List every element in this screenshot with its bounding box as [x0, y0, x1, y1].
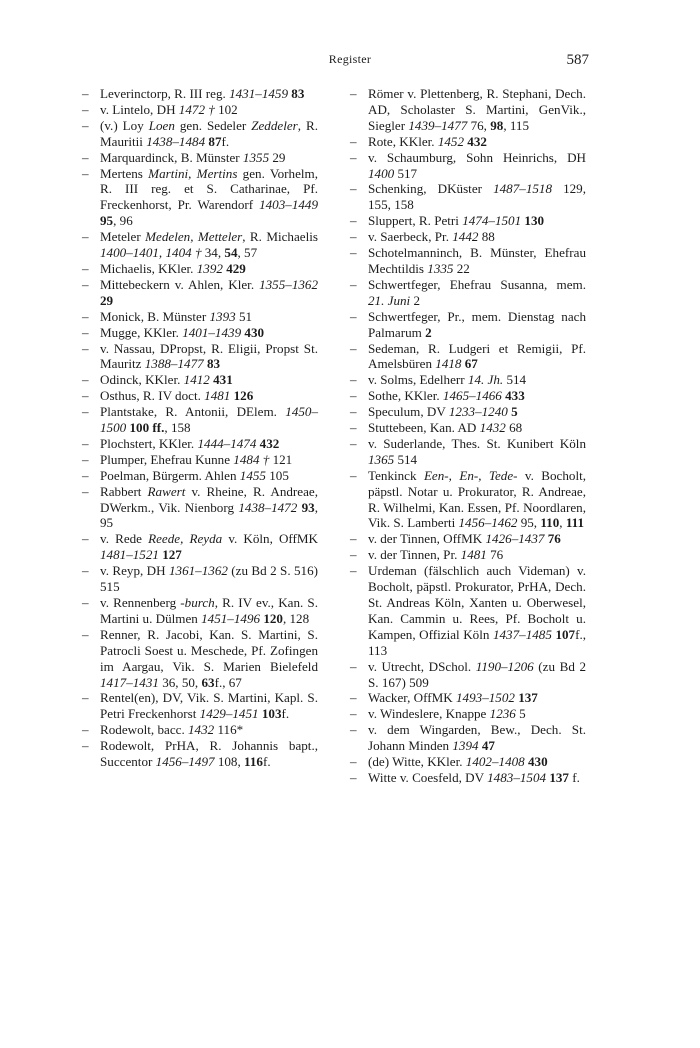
- register-entry: [350, 134, 586, 150]
- entry-text: Rodewolt, bacc. 1432 116*: [100, 722, 244, 738]
- entry-text: Wacker, OffMK 1493–1502 137: [368, 690, 538, 706]
- register-entry: [350, 754, 586, 770]
- entry-text: Rabbert Rawert v. Rheine, R. Andreae, DWerkm., Vik. Nienborg 1438–1472 93, 95: [100, 483, 318, 531]
- entry-dash: –: [350, 769, 357, 785]
- register-entry: [350, 277, 586, 309]
- entry-dash: –: [82, 435, 89, 451]
- entry-text: Leverinctorp, R. III reg. 1431–1459 83: [100, 86, 305, 101]
- entry-dash: –: [350, 308, 357, 324]
- entry-dash: –: [82, 101, 89, 117]
- entry-text: Urdeman (fälschlich auch Videman) v. Bocholt, päpstl. Prokurator, PrHA, Dech. St. Andreas Köln, Xanten u. Oberwesel, Kan. Cammin u. Rees, Pf. Bocholt u. Kampen, Offizial Köln 1437–1485 107f., 113: [368, 563, 586, 658]
- register-entry: [350, 420, 586, 436]
- entry-text: Rodewolt, PrHA, R. Johannis bapt., Succentor 1456–1497 108, 116f.: [100, 738, 318, 770]
- entry-text: v. Utrecht, DSchol. 1190–1206 (zu Bd 2 S. 167) 509: [368, 658, 586, 690]
- entry-text: Meteler Medelen, Metteler, R. Michaelis 1400–1401, 1404 † 34, 54, 57: [100, 229, 318, 261]
- entry-text: v. dem Wingarden, Bew., Dech. St. Johann Minden 1394 47: [368, 722, 586, 754]
- entry-dash: –: [82, 388, 89, 404]
- entry-text: v. Suderlande, Thes. St. Kunibert Köln 1365 514: [368, 435, 586, 467]
- entry-dash: –: [350, 467, 357, 483]
- entry-dash: –: [82, 229, 89, 245]
- entry-dash: –: [82, 483, 89, 499]
- entry-dash: –: [82, 404, 89, 420]
- entry-text: Osthus, R. IV doct. 1481 126: [100, 388, 254, 404]
- register-entry: [82, 229, 318, 261]
- entry-text: Tenkinck Een-, En-, Tede- v. Bocholt, päpstl. Notar u. Prokurator, R. Andreae, R. Wilhelmi, Kan. Essen, Pf. Noordlaren, Vik. S. Lamberti 1456–1462 95, 110, 111: [368, 467, 587, 531]
- register-entry: [82, 388, 318, 404]
- entry-text: v. Windeslere, Knappe 1236 5: [368, 706, 526, 722]
- register-entry: [350, 229, 586, 245]
- entry-text: Rote, KKler. 1452 432: [368, 133, 487, 149]
- right-index-column: [350, 86, 586, 786]
- register-entry: [82, 341, 318, 373]
- entry-dash: –: [350, 420, 357, 436]
- register-entry: [350, 531, 586, 547]
- entry-text: v. Reyp, DH 1361–1362 (zu Bd 2 S. 516) 515: [100, 563, 318, 595]
- register-entry: [82, 595, 318, 627]
- entry-text: Michaelis, KKler. 1392 429: [100, 260, 246, 276]
- entry-text: Sedeman, R. Ludgeri et Remigii, Pf. Amelsbüren 1418 67: [368, 340, 586, 372]
- entry-dash: –: [82, 340, 89, 356]
- page-number: 587: [566, 52, 589, 68]
- entry-dash: –: [350, 340, 357, 356]
- entry-text: v. der Tinnen, OffMK 1426–1437 76: [368, 531, 561, 547]
- entry-text: Mugge, KKler. 1401–1439 430: [100, 324, 265, 340]
- entry-dash: –: [82, 372, 89, 388]
- entry-dash: –: [82, 117, 89, 133]
- register-entry: [350, 372, 586, 388]
- register-entry: [350, 150, 586, 182]
- entry-dash: –: [350, 245, 357, 261]
- entry-dash: –: [350, 86, 357, 101]
- entry-dash: –: [82, 86, 89, 101]
- register-entry: [82, 627, 318, 691]
- entry-dash: –: [82, 276, 89, 292]
- entry-dash: –: [350, 404, 357, 420]
- entry-text: Sothe, KKler. 1465–1466 433: [368, 388, 525, 404]
- entry-dash: –: [350, 276, 357, 292]
- register-entry: [82, 722, 318, 738]
- register-entry: [82, 468, 318, 484]
- entry-text: v. Nassau, DPropst, R. Eligii, Propst St. Mauritz 1388–1477 83: [100, 340, 318, 372]
- register-entry: [82, 86, 318, 102]
- entry-dash: –: [350, 531, 357, 547]
- entry-text: Stuttebeen, Kan. AD 1432 68: [368, 420, 523, 436]
- entry-dash: –: [350, 229, 357, 245]
- entry-text: Plochstert, KKler. 1444–1474 432: [100, 435, 280, 451]
- entry-text: Renner, R. Jacobi, Kan. S. Martini, S. Patrocli Soest u. Meschede, Pf. Zofingen im Aargau, Vik. S. Marien Bielefeld 1417–1431 36, 50, 63f., 67: [100, 626, 318, 690]
- register-entry: [350, 436, 586, 468]
- entry-dash: –: [82, 563, 89, 579]
- register-entry: [350, 245, 586, 277]
- entry-text: Marquardinck, B. Münster 1355 29: [100, 149, 286, 165]
- entry-text: Poelman, Bürgerm. Ahlen 1455 105: [100, 467, 289, 483]
- register-entry: [350, 309, 586, 341]
- register-entry: [82, 325, 318, 341]
- entry-text: Speculum, DV 1233–1240 5: [368, 404, 518, 420]
- register-entry: [350, 706, 586, 722]
- register-entry: [82, 166, 318, 230]
- entry-text: (de) Witte, KKler. 1402–1408 430: [368, 754, 548, 770]
- entry-dash: –: [350, 149, 357, 165]
- register-entry: [82, 563, 318, 595]
- entry-text: v. Rede Reede, Reyda v. Köln, OffMK 1481–1521 127: [100, 531, 319, 563]
- register-entry: [350, 404, 586, 420]
- entry-text: v. Lintelo, DH 1472 † 102: [100, 101, 238, 117]
- entry-text: Odinck, KKler. 1412 431: [100, 372, 233, 388]
- entry-text: Schwertfeger, Pr., mem. Dienstag nach Palmarum 2: [368, 308, 586, 340]
- register-entry: [82, 118, 318, 150]
- entry-dash: –: [350, 435, 357, 451]
- entry-dash: –: [82, 451, 89, 467]
- register-entry: [350, 341, 586, 373]
- register-entry: [82, 277, 318, 309]
- register-entry: [350, 659, 586, 691]
- entry-dash: –: [82, 467, 89, 483]
- entry-text: Römer v. Plettenberg, R. Stephani, Dech. AD, Scholaster S. Martini, GenVik., Siegler 1439–1477 76, 98, 115: [368, 86, 586, 133]
- register-entry: [82, 372, 318, 388]
- register-entry: [82, 261, 318, 277]
- entry-dash: –: [82, 626, 89, 642]
- entry-dash: –: [82, 308, 89, 324]
- register-entry: [82, 690, 318, 722]
- register-entry: [82, 150, 318, 166]
- entry-dash: –: [82, 260, 89, 276]
- entry-text: Schenking, DKüster 1487–1518 129, 155, 158: [368, 181, 586, 213]
- register-entry: [350, 547, 586, 563]
- entry-text: v. Rennenberg -burch, R. IV ev., Kan. S. Martini u. Dülmen 1451–1496 120, 128: [100, 595, 318, 626]
- entry-dash: –: [350, 722, 357, 738]
- entry-dash: –: [350, 547, 357, 563]
- entry-dash: –: [82, 165, 89, 181]
- entry-text: v. Solms, Edelherr 14. Jh. 514: [368, 372, 527, 388]
- register-entry: [350, 770, 586, 786]
- register-entry: [350, 722, 586, 754]
- entry-dash: –: [82, 324, 89, 340]
- entry-dash: –: [350, 658, 357, 674]
- running-title: Register: [328, 52, 372, 66]
- register-entry: [350, 213, 586, 229]
- register-entry: [82, 484, 318, 532]
- register-entry: [350, 468, 586, 532]
- entry-dash: –: [350, 563, 357, 579]
- register-entry: [82, 738, 318, 770]
- entry-dash: –: [82, 149, 89, 165]
- entry-dash: –: [350, 690, 357, 706]
- entry-dash: –: [350, 181, 357, 197]
- entry-text: Monick, B. Münster 1393 51: [100, 308, 253, 324]
- entry-dash: –: [82, 690, 89, 706]
- entry-text: Plantstake, R. Antonii, DElem. 1450–1500 100 ff., 158: [100, 404, 318, 436]
- register-entry: [82, 309, 318, 325]
- entry-dash: –: [350, 133, 357, 149]
- register-entry: [350, 388, 586, 404]
- entry-text: Schwertfeger, Ehefrau Susanna, mem. 21. Juni 2: [368, 276, 586, 308]
- register-entry: [350, 563, 586, 658]
- entry-dash: –: [350, 706, 357, 722]
- register-entry: [82, 452, 318, 468]
- entry-text: Witte v. Coesfeld, DV 1483–1504 137 f.: [368, 769, 580, 785]
- entry-dash: –: [82, 595, 89, 610]
- entry-dash: –: [82, 738, 89, 754]
- entry-dash: –: [350, 213, 357, 229]
- register-entry: [82, 436, 318, 452]
- register-entry: [350, 181, 586, 213]
- left-index-column: [82, 86, 318, 770]
- entry-text: Schotelmanninch, B. Münster, Ehefrau Mechtildis 1335 22: [368, 245, 586, 276]
- entry-dash: –: [82, 531, 89, 547]
- entry-dash: –: [350, 754, 357, 770]
- entry-text: (v.) Loy Loen gen. Sedeler Zeddeler, R. Mauritii 1438–1484 87f.: [100, 117, 318, 149]
- entry-text: Mertens Martini, Mertins gen. Vorhelm, R. III reg. et S. Catharinae, Pf. Freckenhorst, Pr. Warendorf 1403–1449 95, 96: [100, 165, 318, 229]
- register-entry: [82, 102, 318, 118]
- register-entry: [350, 86, 586, 134]
- entry-text: Sluppert, R. Petri 1474–1501 130: [368, 213, 545, 229]
- register-entry: [350, 690, 586, 706]
- entry-text: Mittebeckern v. Ahlen, Kler. 1355–1362 29: [100, 276, 318, 308]
- entry-text: v. Saerbeck, Pr. 1442 88: [368, 229, 495, 245]
- entry-text: v. der Tinnen, Pr. 1481 76: [368, 547, 504, 563]
- entry-dash: –: [350, 388, 357, 404]
- entry-dash: –: [82, 722, 89, 738]
- register-entry: [82, 404, 318, 436]
- entry-text: Rentel(en), DV, Vik. S. Martini, Kapl. S. Petri Freckenhorst 1429–1451 103f.: [100, 690, 318, 722]
- entry-text: Plumper, Ehefrau Kunne 1484 † 121: [100, 451, 293, 467]
- register-entry: [82, 531, 318, 563]
- entry-text: v. Schaumburg, Sohn Heinrichs, DH 1400 517: [368, 149, 586, 181]
- entry-dash: –: [350, 372, 357, 388]
